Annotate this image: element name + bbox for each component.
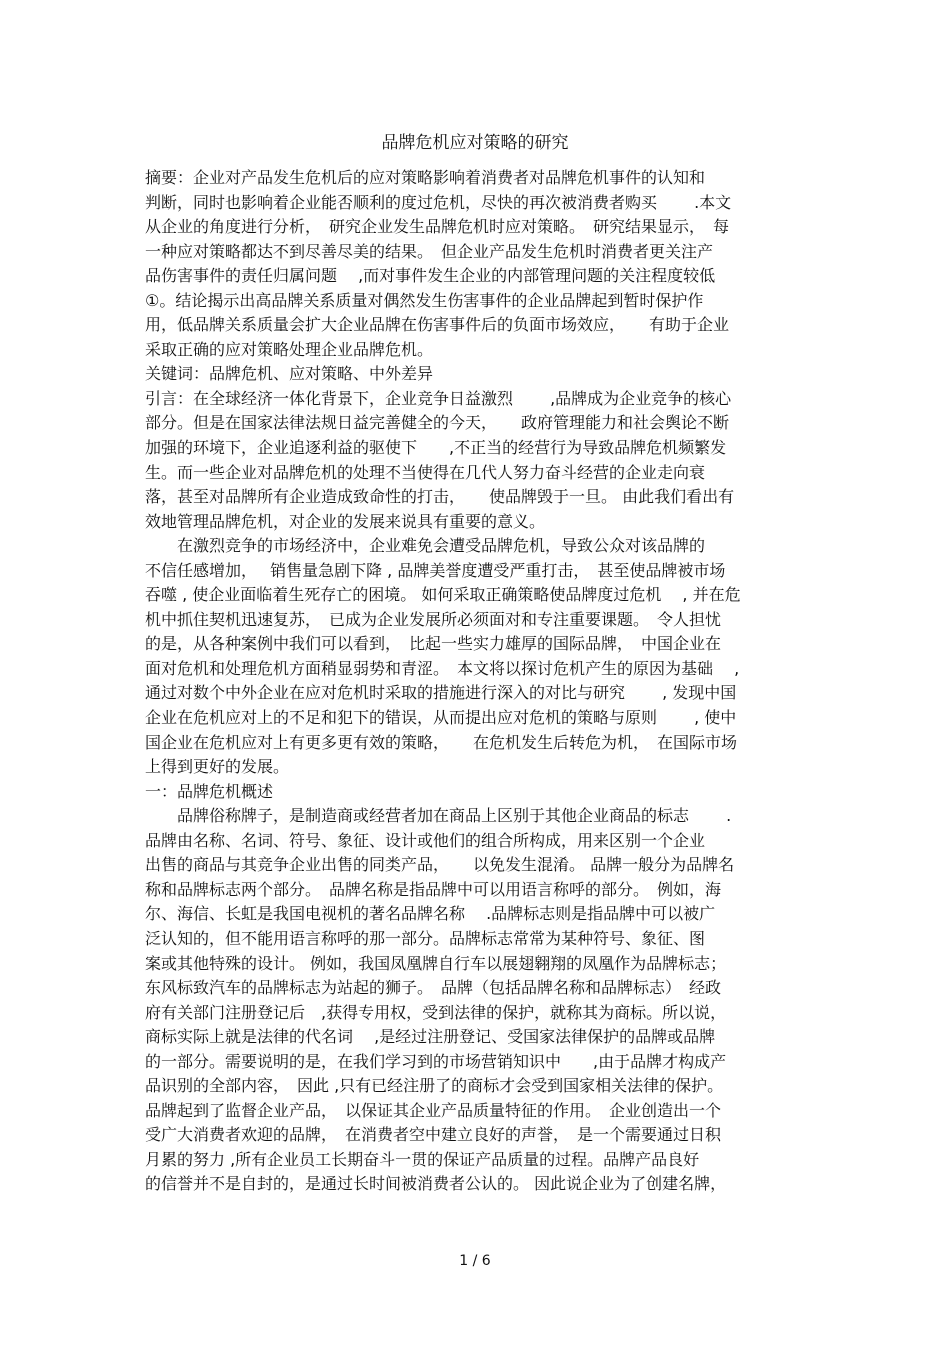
text-line: 月累的努力 ,所有企业员工长期奋斗一贯的保证产品质量的过程。品牌产品良好 — [145, 1149, 700, 1169]
text-line: 案或其他特殊的设计。 例如，我国凤凰牌自行车以展翅翱翔的凤凰作为品牌标志； — [145, 953, 727, 973]
text-line: 落，甚至对品牌所有企业造成致命性的打击， 使品牌毁于一旦。 由此我们看出有 — [145, 487, 735, 507]
text-line: 上得到更好的发展。 — [145, 757, 290, 777]
text-line: 称和品牌标志两个部分。 品牌名称是指品牌中可以用语言称呼的部分。 例如，海 — [145, 879, 722, 899]
text-line: 通过对数个中外企业在应对危机时采取的措施进行深入的对比与研究 , 发现中国 — [145, 683, 737, 703]
text-line: 一种应对策略都达不到尽善尽美的结果。 但企业产品发生危机时消费者更关注产 — [145, 241, 714, 261]
text-line: 采取正确的应对策略处理企业品牌危机。 — [145, 339, 434, 359]
text-line: 从企业的角度进行分析， 研究企业发生品牌危机时应对策略。 研究结果显示， 每 — [145, 217, 730, 237]
text-line: 受广大消费者欢迎的品牌， 在消费者空中建立良好的声誉， 是一个需要通过日积 — [145, 1125, 722, 1145]
text-line: 出售的商品与其竞争企业出售的同类产品， 以免发生混淆。 品牌一般分为品牌名 — [145, 855, 735, 875]
text-line: 不信任感增加， 销售量急剧下降 , 品牌美誉度遭受严重打击， 甚至使品牌被市场 — [145, 560, 726, 580]
text-line: 品牌俗称牌子，是制造商或经营者加在商品上区别于其他企业商品的标志 . — [145, 806, 732, 826]
text-line: 的信誉并不是自封的，是通过长时间被消费者公认的。 因此说企业为了创建名牌， — [145, 1174, 727, 1194]
text-line: 部分。但是在国家法律法规日益完善健全的今天， 政府管理能力和社会舆论不断 — [145, 413, 730, 433]
text-line: 生。而一些企业对品牌危机的处理不当使得在几代人努力奋斗经营的企业走向衰 — [145, 462, 706, 482]
text-line: 效地管理品牌危机，对企业的发展来说具有重要的意义。 — [145, 511, 546, 531]
text-line: 品识别的全部内容， 因此 ,只有已经注册了的商标才会受到国家相关法律的保护。 — [145, 1076, 724, 1096]
text-line: 尔、海信、长虹是我国电视机的著名品牌名称 .品牌标志则是指品牌中可以被广 — [145, 904, 716, 924]
text-line: 的一部分。需要说明的是，在我们学习到的市场营销知识中 ,由于品牌才构成产 — [145, 1051, 727, 1071]
text-line: 品伤害事件的责任归属问题 ,而对事件发生企业的内部管理问题的关注程度较低 — [145, 266, 716, 286]
document-body — [145, 166, 815, 1197]
text-line: 判断，同时也影响着企业能否顺利的度过危机，尽快的再次被消费者购买 .本文 — [145, 192, 732, 212]
text-line: 泛认知的，但不能用语言称呼的那一部分。品牌标志常常为某种符号、象征、图 — [145, 928, 706, 948]
text-line: 的是，从各种案例中我们可以看到， 比起一些实力雄厚的国际品牌， 中国企业在 — [145, 634, 722, 654]
text-line: 企业在危机应对上的不足和犯下的错误，从而提出应对危机的策略与原则 , 使中 — [145, 708, 737, 728]
text-line: 品牌由名称、名词、符号、象征、设计或他们的组合所构成，用来区别一个企业 — [145, 830, 706, 850]
text-line: 在激烈竞争的市场经济中，企业难免会遭受品牌危机，导致公众对该品牌的 — [145, 536, 706, 556]
text-line: 吞噬 , 使企业面临着生死存亡的困境。 如何采取正确策略使品牌度过危机 , 并在危 — [145, 585, 741, 605]
text-line: 品牌起到了监督企业产品， 以保证其企业产品质量特征的作用。 企业创造出一个 — [145, 1100, 722, 1120]
text-line: 商标实际上就是法律的代名词 ,是经过注册登记、受国家法律保护的品牌或品牌 — [145, 1027, 716, 1047]
text-line: 面对危机和处理危机方面稍显弱势和青涩。 本文将以探讨危机产生的原因为基础 , — [145, 658, 740, 678]
text-line: 一：品牌危机概述 — [145, 781, 274, 801]
text-line: 机中抓住契机迅速复苏， 已成为企业发展所必须面对和专注重要课题。 令人担忧 — [145, 609, 722, 629]
page-number: 1 / 6 — [459, 1253, 491, 1269]
text-line: 关键词：品牌危机、应对策略、中外差异 — [145, 364, 434, 384]
text-line: 东风标致汽车的品牌标志为站起的狮子。 品牌（包括品牌名称和品牌标志） 经政 — [145, 978, 722, 998]
text-line: 府有关部门注册登记后 ,获得专用权，受到法律的保护，就称其为商标。所以说， — [145, 1002, 727, 1022]
text-line: ①。结论揭示出高品牌关系质量对偶然发生伤害事件的企业品牌起到暂时保护作 — [145, 290, 704, 310]
text-line: 加强的环境下，企业追逐利益的驱使下 ,不正当的经营行为导致品牌危机频繁发 — [145, 438, 727, 458]
text-line: 摘要：企业对产品发生危机后的应对策略影响着消费者对品牌危机事件的认知和 — [145, 168, 706, 187]
text-line: 用，低品牌关系质量会扩大企业品牌在伤害事件后的负面市场效应， 有助于企业 — [145, 315, 730, 335]
text-line: 国企业在危机应对上有更多更有效的策略， 在危机发生后转危为机， 在国际市场 — [145, 732, 738, 752]
document-title: 品牌危机应对策略的研究 — [381, 133, 569, 153]
text-line: 引言：在全球经济一体化背景下，企业竞争日益激烈 ,品牌成为企业竞争的核心 — [145, 388, 732, 408]
